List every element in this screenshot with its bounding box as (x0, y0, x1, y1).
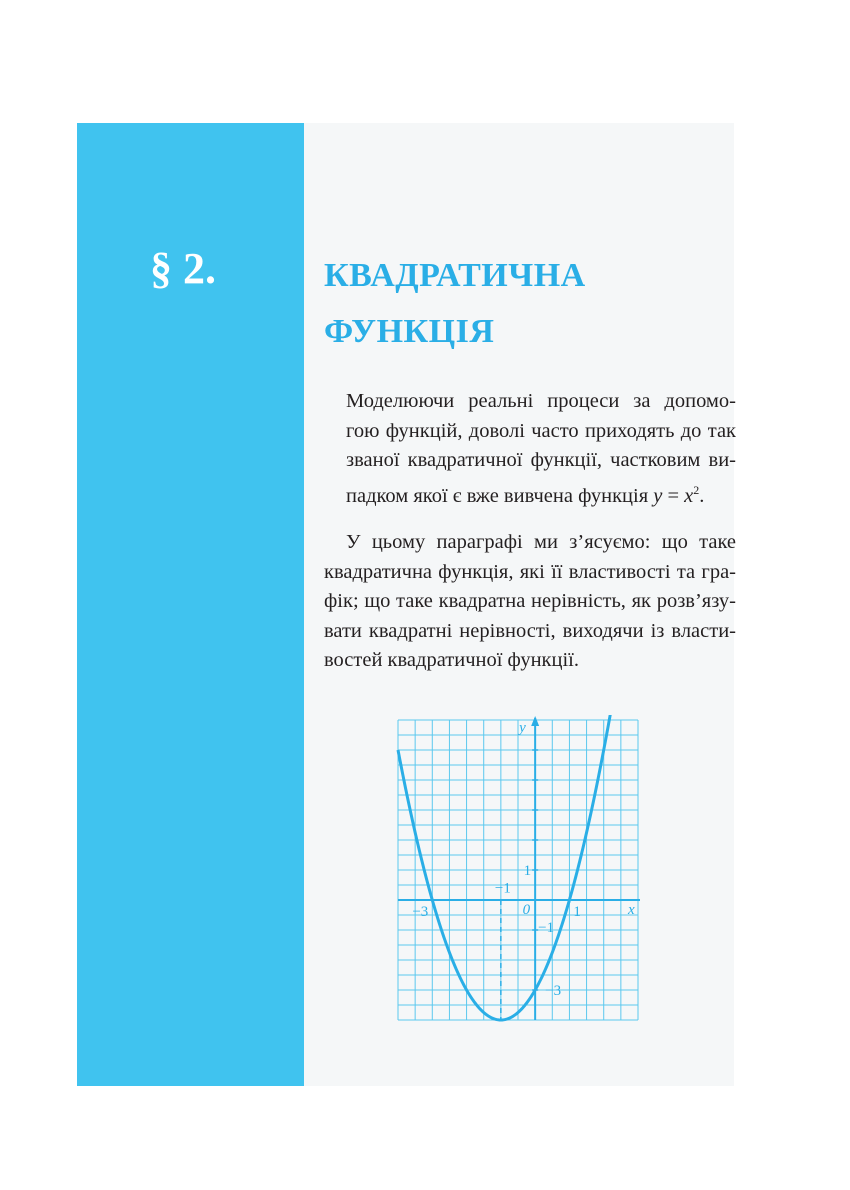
section-title (324, 248, 586, 360)
tick-label-y-neg1: −1 (538, 920, 555, 936)
intro-line (324, 476, 736, 511)
tick-label-vertex-x: −1 (494, 880, 511, 897)
section-number: § 2. (150, 244, 216, 293)
parabola-curve (398, 715, 612, 1020)
intro-line: званої квадратичної функції, частковим ви- (346, 449, 736, 471)
formula-x: x (684, 484, 694, 507)
outline-line: квадратична функція, які її властивості та гра- (324, 560, 736, 583)
intro-paragraph (324, 387, 736, 511)
y-axis-label: y (519, 720, 526, 736)
tick-label-origin: 0 (522, 902, 531, 918)
formula-end: . (699, 484, 705, 507)
intro-line: Моделюючи реальні процеси за допомо- (346, 390, 736, 412)
y-axis-arrow (531, 716, 539, 726)
outline-line: фік; що таке квадратна нерівність, як розв’язу- (324, 590, 736, 612)
parabola-graph (393, 715, 643, 1025)
outline-line: вати квадратні нерівності, виходячи із власти- (324, 619, 736, 642)
formula-exponent: 2 (693, 482, 700, 497)
tick-label-y-neg3: −3 (545, 983, 562, 999)
intro-line-text: падком якої є вже вивчена функція (346, 484, 654, 507)
section-title-line1: КВАДРАТИЧНА (324, 257, 586, 294)
intro-line: гою функцій, доволі часто приходять до так (346, 419, 736, 442)
formula-eq: = (662, 484, 685, 507)
tick-label-x-1: 1 (573, 904, 581, 920)
x-axis-label: x (628, 902, 635, 918)
tick-label-x-neg3: −3 (412, 904, 429, 920)
sidebar-band (77, 123, 304, 1086)
tick-label-y-1: 1 (523, 863, 532, 879)
section-title-line2: ФУНКЦІЯ (324, 313, 495, 350)
outline-line: востей квадратичної функції. (324, 649, 579, 671)
page (77, 123, 734, 1086)
outline-paragraph (324, 528, 736, 676)
formula-y: y (653, 484, 663, 507)
outline-line: У цьому параграфі ми з’ясуємо: що таке (346, 531, 736, 553)
graph-svg (393, 715, 643, 1025)
